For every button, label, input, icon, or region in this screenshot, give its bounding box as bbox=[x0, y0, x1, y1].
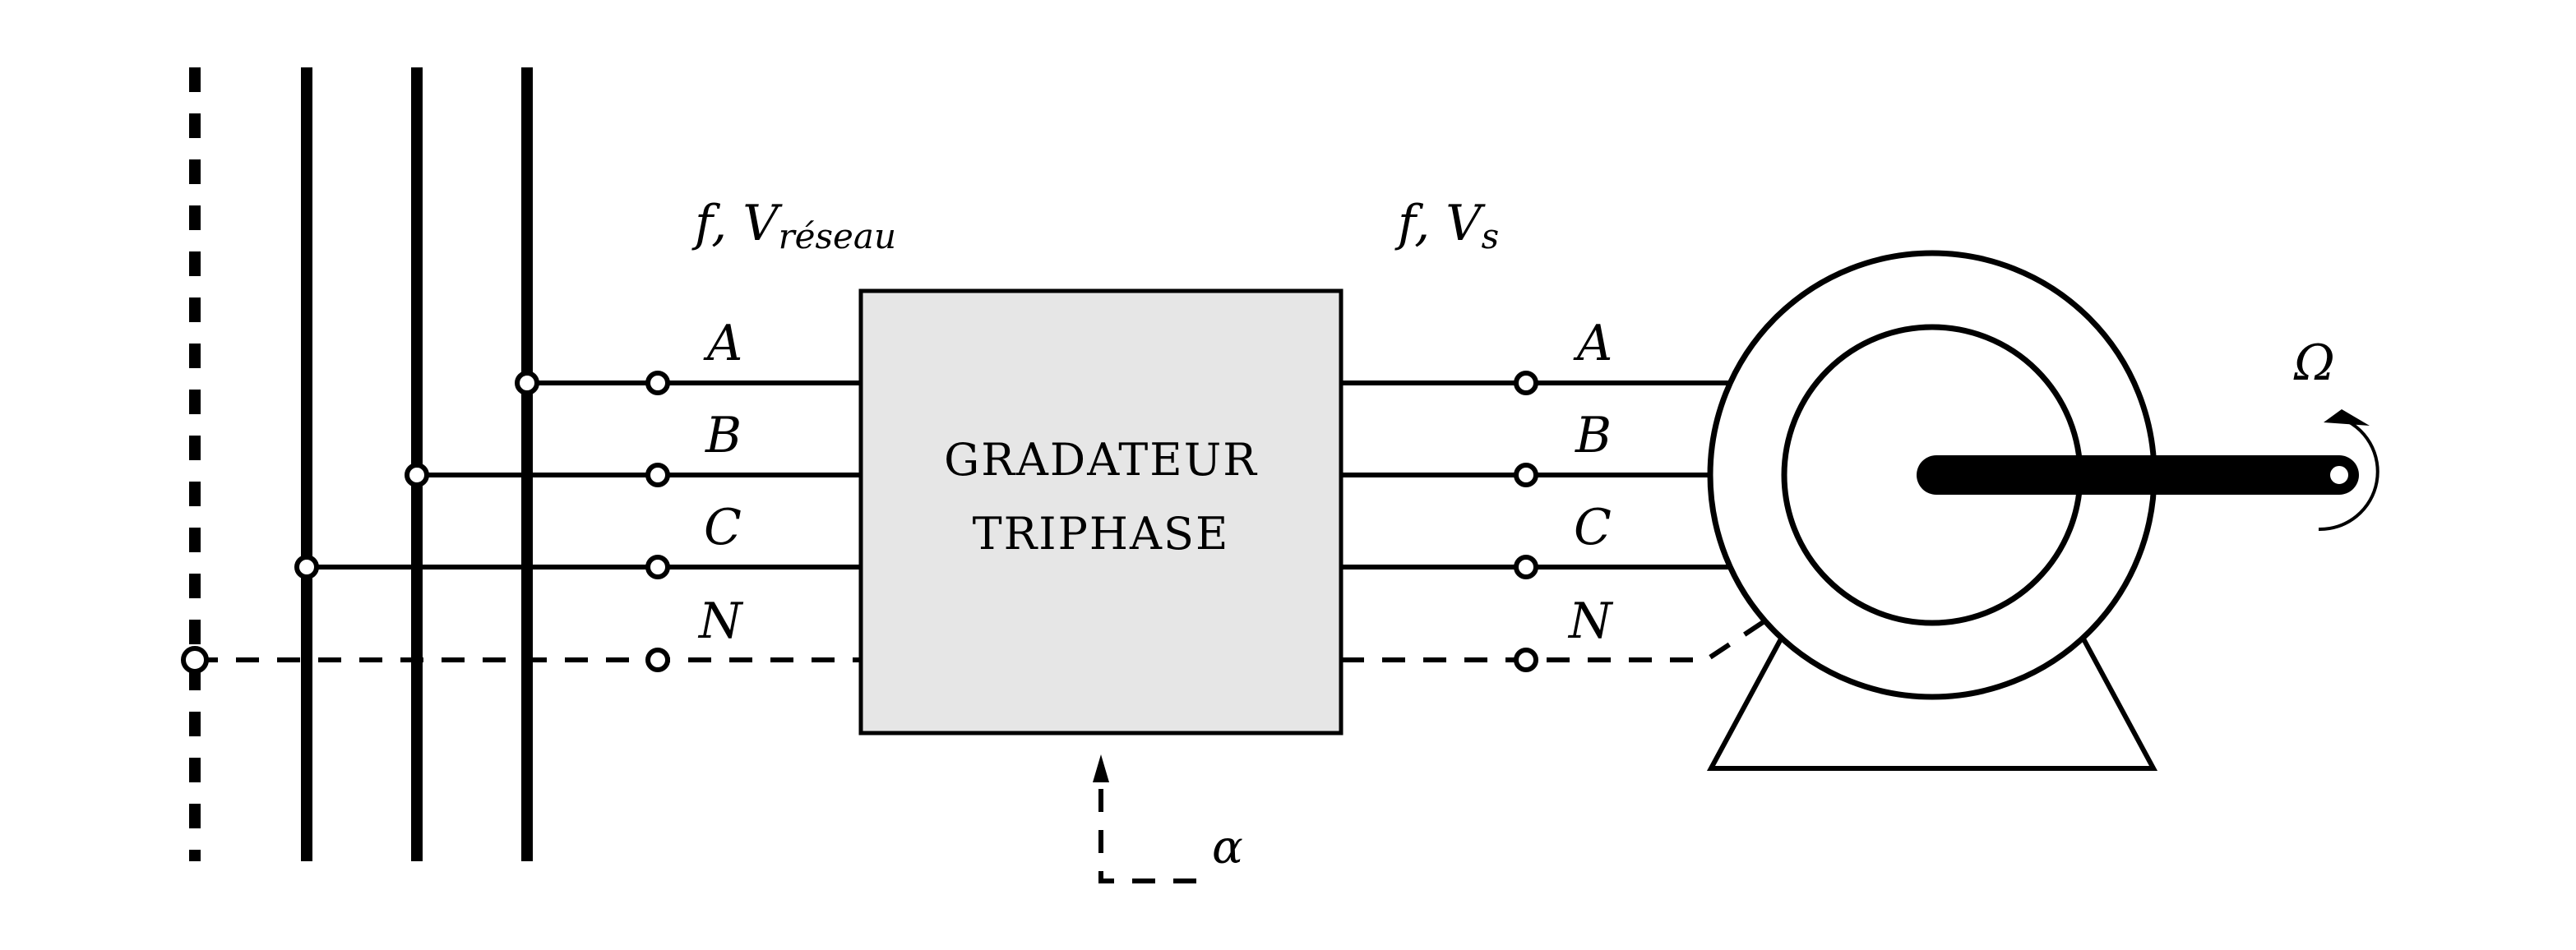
output-label-a: A bbox=[1577, 315, 1613, 372]
alpha-control-line bbox=[1101, 781, 1196, 881]
output-v-sub: s bbox=[1481, 216, 1500, 256]
input-label-c: C bbox=[704, 499, 742, 556]
output-label-c: C bbox=[1574, 499, 1612, 556]
output-v-text: V bbox=[1445, 195, 1482, 252]
input-label-a: A bbox=[707, 315, 743, 372]
input-terminal-a bbox=[648, 373, 668, 393]
output-terminal-b bbox=[1516, 465, 1536, 485]
output-wire-n bbox=[1341, 618, 1769, 660]
output-freq-text: f, bbox=[1398, 195, 1446, 252]
output-terminal-a bbox=[1516, 373, 1536, 393]
input-terminal-b bbox=[648, 465, 668, 485]
input-terminal-c bbox=[648, 557, 668, 577]
junction-n bbox=[183, 648, 206, 671]
input-terminal-n bbox=[648, 650, 668, 670]
input-label-b: B bbox=[705, 407, 742, 464]
output-terminal-n bbox=[1516, 650, 1536, 670]
box-label-line2: TRIPHASE bbox=[972, 508, 1230, 560]
junction-a bbox=[517, 373, 537, 393]
alpha-arrowhead bbox=[1093, 754, 1109, 782]
junction-b bbox=[407, 465, 427, 485]
input-label-n: N bbox=[699, 593, 742, 650]
input-freq-text: f, bbox=[695, 195, 743, 252]
output-label-b: B bbox=[1575, 407, 1612, 464]
input-v-sub: réseau bbox=[778, 216, 896, 256]
junction-c bbox=[297, 557, 317, 577]
input-voltage-label bbox=[691, 195, 896, 256]
output-label-n: N bbox=[1569, 593, 1612, 650]
rotation-arrowhead bbox=[2324, 409, 2370, 426]
alpha-label: α bbox=[1212, 821, 1243, 874]
output-voltage-label bbox=[1394, 195, 1499, 256]
box-label-line1: GRADATEUR bbox=[944, 434, 1258, 486]
input-v-text: V bbox=[742, 195, 779, 252]
shaft-end-node bbox=[2328, 463, 2351, 487]
output-terminal-c bbox=[1516, 557, 1536, 577]
omega-label: Ω bbox=[2294, 334, 2335, 392]
